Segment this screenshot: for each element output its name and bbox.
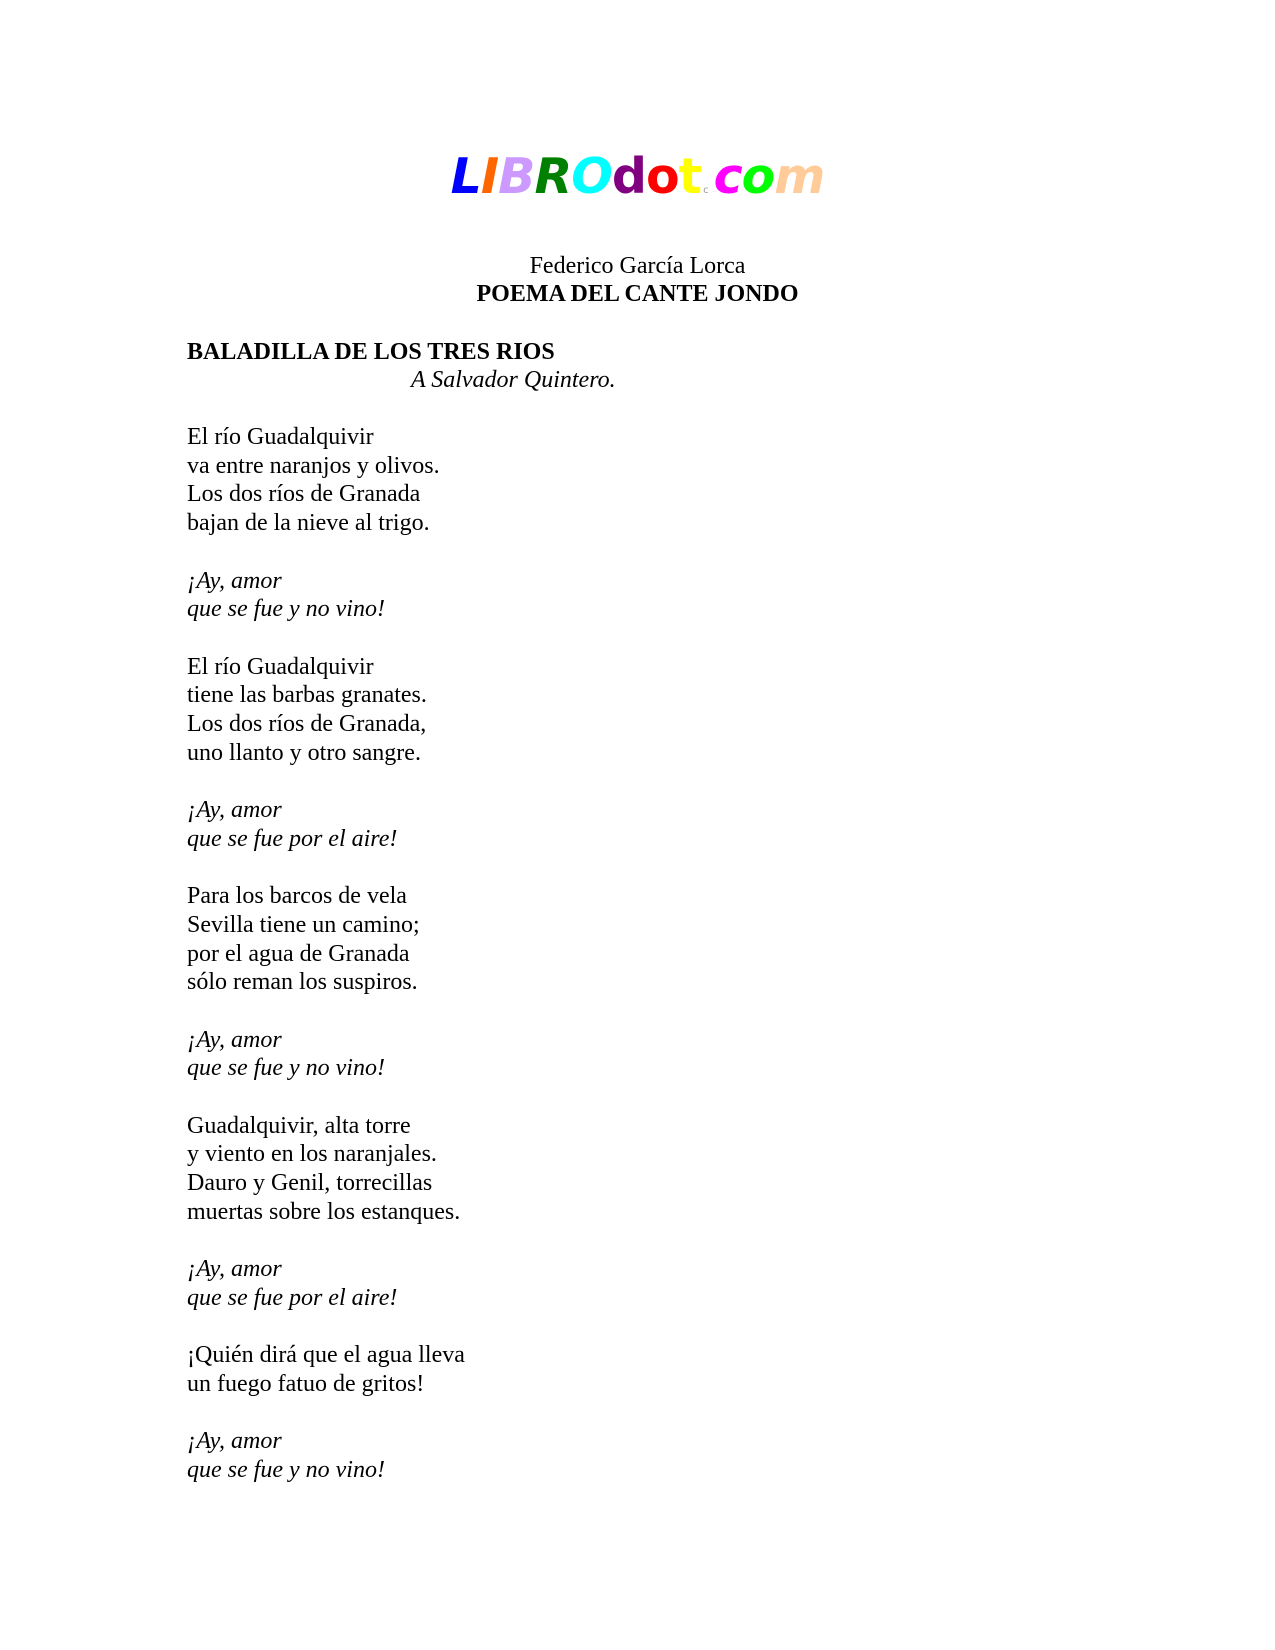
logo-letter: I xyxy=(480,148,499,205)
poem-line: ¡Ay, amor xyxy=(187,567,282,594)
logo-letter: m xyxy=(774,148,825,205)
logo-letter: c xyxy=(703,185,708,196)
logo-letter: c xyxy=(713,148,742,205)
poem-line: que se fue y no vino! xyxy=(187,1457,385,1484)
poem-line: Dauro y Genil, torrecillas xyxy=(187,1170,433,1197)
librodot-logo xyxy=(0,148,1275,205)
poem-line: ¡Quién dirá que el agua lleva xyxy=(187,1342,465,1369)
logo-letter: o xyxy=(645,148,679,205)
poem-dedication: A Salvador Quintero. xyxy=(411,367,616,393)
logo-letter: O xyxy=(571,148,612,205)
poem-line: sólo reman los suspiros. xyxy=(187,969,418,996)
poem-line: ¡Ay, amor xyxy=(187,797,282,824)
book-title: POEMA DEL CANTE JONDO xyxy=(476,281,799,307)
poem-line: bajan de la nieve al trigo. xyxy=(187,510,430,537)
poem-body xyxy=(187,423,465,1514)
poem-line: que se fue y no vino! xyxy=(187,1055,385,1082)
poem-line: por el agua de Granada xyxy=(187,940,410,967)
poem-line: ¡Ay, amor xyxy=(187,1256,282,1283)
logo-letter: R xyxy=(534,148,572,205)
poem-line: que se fue y no vino! xyxy=(187,596,385,623)
logo-letter: t xyxy=(678,148,702,205)
poem-line: ¡Ay, amor xyxy=(187,1428,282,1455)
verse-stanza xyxy=(187,653,465,768)
verse-stanza xyxy=(187,1341,465,1398)
poem-line: va entre naranjos y olivos. xyxy=(187,452,440,479)
author-name: Federico García Lorca xyxy=(529,253,746,279)
poem-line: que se fue por el aire! xyxy=(187,1284,398,1311)
poem-line: y viento en los naranjales. xyxy=(187,1141,437,1168)
poem-line: que se fue por el aire! xyxy=(187,825,398,852)
logo-letter: o xyxy=(741,148,775,205)
logo-letter: d xyxy=(611,148,646,205)
refrain-stanza xyxy=(187,1026,465,1083)
verse-stanza xyxy=(187,423,465,538)
poem-line: El río Guadalquivir xyxy=(187,653,374,680)
refrain-stanza xyxy=(187,1427,465,1484)
poem-line: El río Guadalquivir xyxy=(187,424,374,450)
logo-letter: L xyxy=(450,148,481,205)
refrain-stanza xyxy=(187,796,465,853)
poem-line: Sevilla tiene un camino; xyxy=(187,911,420,938)
poem-line: muertas sobre los estanques. xyxy=(187,1198,461,1225)
poem-line: un fuego fatuo de gritos! xyxy=(187,1371,425,1398)
poem-title: BALADILLA DE LOS TRES RIOS xyxy=(187,339,555,365)
verse-stanza xyxy=(187,882,465,997)
poem-line: uno llanto y otro sangre. xyxy=(187,739,421,766)
poem-line: Los dos ríos de Granada xyxy=(187,481,421,508)
poem-line: tiene las barbas granates. xyxy=(187,682,427,709)
refrain-stanza xyxy=(187,567,465,624)
poem-line: Guadalquivir, alta torre xyxy=(187,1112,411,1139)
poem-line: Los dos ríos de Granada, xyxy=(187,711,427,737)
verse-stanza xyxy=(187,1112,465,1227)
refrain-stanza xyxy=(187,1255,465,1312)
poem-line: ¡Ay, amor xyxy=(187,1026,282,1053)
logo-letter: B xyxy=(498,148,535,205)
poem-line: Para los barcos de vela xyxy=(187,883,407,910)
